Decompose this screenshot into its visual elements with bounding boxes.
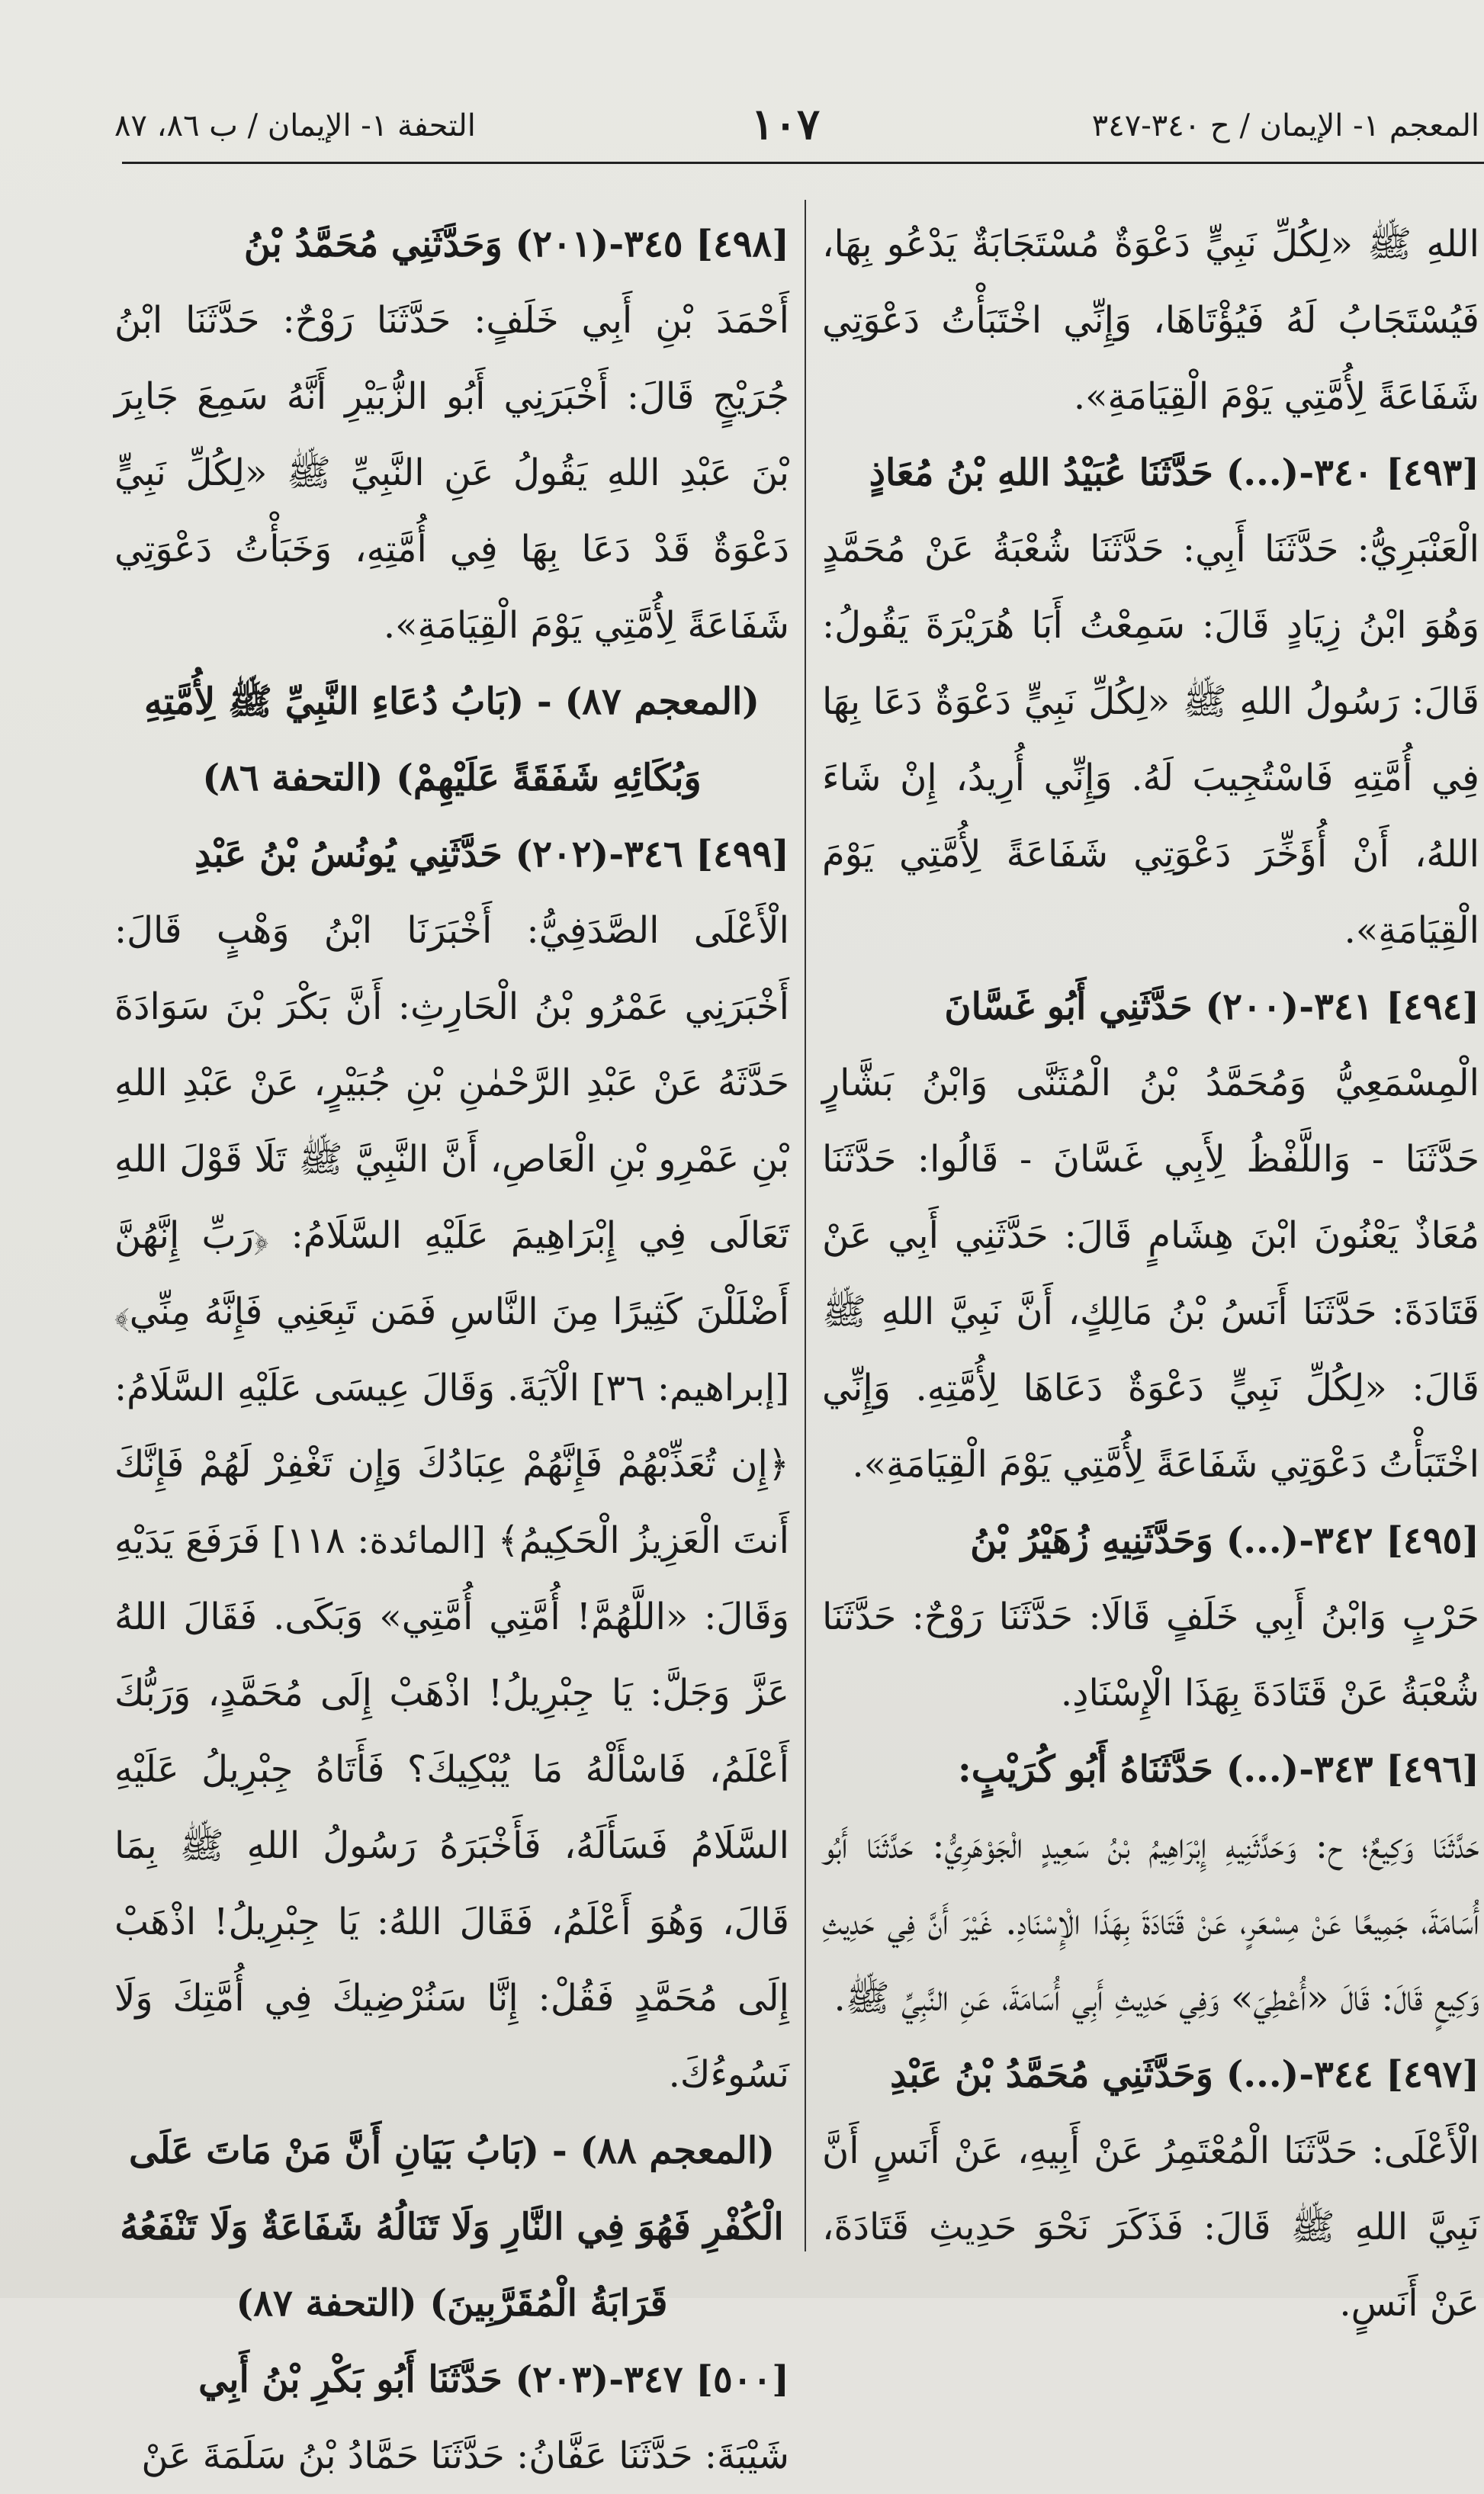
hadith-heading-347: [٥٠٠] ٣٤٧-(٢٠٣) حَدَّثَنَا أَبُو بَكْرِ بْنُ أَبِي xyxy=(198,2358,789,2401)
hadith-text-347: شَيْبَةَ: حَدَّثَنَا عَفَّانُ: حَدَّثَنَا حَمَّادُ بْنُ سَلَمَةَ عَنْ xyxy=(141,2435,789,2477)
right-column xyxy=(822,206,1479,2341)
hadith-heading-343: [٤٩٦] ٣٤٣-(...) حَدَّثَنَاهُ أَبُو كُرَيْبٍ: xyxy=(958,1748,1479,1791)
running-header xyxy=(92,99,1479,160)
left-column xyxy=(114,206,789,2494)
header-right-ref: المعجم ١- الإيمان / ح ٣٤٠-٣٤٧ xyxy=(1091,108,1479,143)
header-divider xyxy=(122,162,1484,164)
chapter-heading-88-cont: الْكُفْرِ فَهُوَ فِي النَّارِ وَلَا تَنَالُهُ شَفَاعَةٌ وَلَا تَنْفَعُهُ xyxy=(120,2206,784,2248)
header-left-ref: التحفة ١- الإيمان / ب ٨٦، ٨٧ xyxy=(114,108,476,143)
hadith-text-345: أَحْمَدَ بْنِ أَبِي خَلَفٍ: حَدَّثَنَا رَوْحٌ: حَدَّثَنَا ابْنُ جُرَيْجٍ قَالَ: أَخْبَرَنِي أَبُو الزُّبَيْرِ أَنَّهُ سَمِعَ جَابِرَ بْنَ عَبْدِ اللهِ يَقُولُ عَنِ النَّبِيِّ ﷺ «لِكُلِّ نَبِيٍّ دَعْوَةٌ قَدْ دَعَا بِهَا فِي أُمَّتِهِ، وَخَبَأْتُ دَعْوَتِي شَفَاعَةً لِأُمَّتِي يَوْمَ الْقِيَامَةِ». xyxy=(114,299,789,647)
hadith-text-346: الْأَعْلَى الصَّدَفِيُّ: أَخْبَرَنَا ابْنُ وَهْبٍ قَالَ: أَخْبَرَنِي عَمْرُو بْنُ الْحَارِثِ: أَنَّ بَكْرَ بْنَ سَوَادَةَ حَدَّثَهُ عَنْ عَبْدِ الرَّحْمٰنِ بْنِ جُبَيْرٍ، عَنْ عَبْدِ اللهِ بْنِ عَمْرِو بْنِ الْعَاصِ، أَنَّ النَّبِيَّ ﷺ تَلَا قَوْلَ اللهِ تَعَالَى فِي إِبْرَاهِيمَ عَلَيْهِ السَّلَامُ: ﴿رَبِّ إِنَّهُنَّ أَضْلَلْنَ كَثِيرًا مِنَ النَّاسِ فَمَن تَبِعَنِي فَإِنَّهُ مِنِّي﴾ [إبراهيم: ٣٦] الْآيَةَ. وَقَالَ عِيسَى عَلَيْهِ السَّلَامُ: ﴿إِن تُعَذِّبْهُمْ فَإِنَّهُمْ عِبَادُكَ وَإِن تَغْفِرْ لَهُمْ فَإِنَّكَ أَنتَ الْعَزِيزُ الْحَكِيمُ﴾ [المائدة: ١١٨] فَرَفَعَ يَدَيْهِ وَقَالَ: «اللَّهُمَّ! أُمَّتِي أُمَّتِي» وَبَكَى. فَقَالَ اللهُ عَزَّ وَجَلَّ: يَا جِبْرِيلُ! اذْهَبْ إِلَى مُحَمَّدٍ، وَرَبُّكَ أَعْلَمُ، فَاسْأَلْهُ مَا يُبْكِيكَ؟ فَأَتَاهُ جِبْرِيلُ عَلَيْهِ السَّلَامُ فَسَأَلَهُ، فَأَخْبَرَهُ رَسُولُ اللهِ ﷺ بِمَا قَالَ، وَهُوَ أَعْلَمُ، فَقَالَ اللهُ: يَا جِبْرِيلُ! اذْهَبْ إِلَى مُحَمَّدٍ فَقُلْ: إِنَّا سَنُرْضِيكَ فِي أُمَّتِكَ وَلَا نَسُوءُكَ. xyxy=(114,909,789,2096)
hadith-heading-344: [٤٩٧] ٣٤٤-(...) وَحَدَّثَنِي مُحَمَّدُ بْنُ عَبْدِ xyxy=(890,2053,1479,2096)
hadith-heading-340: [٤٩٣] ٣٤٠-(...) حَدَّثَنَا عُبَيْدُ اللهِ بْنُ مُعَاذٍ xyxy=(869,452,1479,494)
chapter-heading-88: (المعجم ٨٨) - (بَابُ بَيَانِ أَنَّ مَنْ مَاتَ عَلَى xyxy=(129,2129,775,2172)
hadith-text-344: الْأَعْلَى: حَدَّثَنَا الْمُعْتَمِرُ عَنْ أَبِيهِ، عَنْ أَنَسٍ أَنَّ نَبِيَّ اللهِ ﷺ قَالَ: فَذَكَرَ نَحْوَ حَدِيثِ قَتَادَةَ، عَنْ أَنَسٍ. xyxy=(822,2129,1479,2325)
hadith-heading-341: [٤٩٤] ٣٤١-(٢٠٠) حَدَّثَنِي أَبُو غَسَّانَ xyxy=(944,985,1479,1028)
chapter-heading-87: (المعجم ٨٧) - (بَابُ دُعَاءِ النَّبِيِّ ﷺ لِأُمَّتِهِ xyxy=(144,680,760,723)
hadith-heading-342: [٤٩٥] ٣٤٢-(...) وَحَدَّثَنِيهِ زُهَيْرُ بْنُ xyxy=(970,1519,1479,1562)
hadith-text-340: الْعَنْبَرِيُّ: حَدَّثَنَا أَبِي: حَدَّثَنَا شُعْبَةُ عَنْ مُحَمَّدٍ وَهُوَ ابْنُ زِيَادٍ قَالَ: سَمِعْتُ أَبَا هُرَيْرَةَ يَقُولُ: قَالَ: رَسُولُ اللهِ ﷺ «لِكُلِّ نَبِيٍّ دَعْوَةٌ دَعَا بِهَا فِي أُمَّتِهِ فَاسْتُجِيبَ لَهُ. وَإِنِّي أُرِيدُ، إِنْ شَاءَ اللهُ، أَنْ أُؤَخِّرَ دَعْوَتِي شَفَاعَةً لِأُمَّتِي يَوْمَ الْقِيَامَةِ». xyxy=(822,528,1479,952)
hadith-text: اللهِ ﷺ «لِكُلِّ نَبِيٍّ دَعْوَةٌ مُسْتَجَابَةٌ يَدْعُو بِهَا، فَيُسْتَجَابُ لَهُ فَيُؤْتَاهَا، وَإِنِّي اخْتَبَأْتُ دَعْوَتِي شَفَاعَةً لِأُمَّتِي يَوْمَ الْقِيَامَةِ». xyxy=(822,223,1479,418)
chapter-heading-88-end: قَرَابَةُ الْمُقَرَّبِينَ) (التحفة ٨٧) xyxy=(236,2282,668,2325)
hadith-text-341: الْمِسْمَعِيُّ وَمُحَمَّدُ بْنُ الْمُثَنَّى وَابْنُ بَشَّارٍ حَدَّثَنَا - وَاللَّفْظُ لِأَبِي غَسَّانَ - قَالُوا: حَدَّثَنَا مُعَاذٌ يَعْنُونَ ابْنَ هِشَامٍ قَالَ: حَدَّثَنِي أَبِي عَنْ قَتَادَةَ: حَدَّثَنَا أَنَسُ بْنُ مَالِكٍ، أَنَّ نَبِيَّ اللهِ ﷺ قَالَ: «لِكُلِّ نَبِيٍّ دَعْوَةٌ دَعَاهَا لِأُمَّتِهِ. وَإِنِّي اخْتَبَأْتُ دَعْوَتِي شَفَاعَةً لِأُمَّتِي يَوْمَ الْقِيَامَةِ». xyxy=(822,1062,1479,1486)
chapter-heading-87-cont: وَبُكَائِهِ شَفَقَةً عَلَيْهِمْ) (التحفة ٨٦) xyxy=(202,757,702,799)
page-number: ١٠٧ xyxy=(750,99,821,149)
hadith-text-343: حَدَّثَنَا وَكِيعٌ؛ ح: وَحَدَّثَنِيهِ إِبْرَاهِيمُ بْنُ سَعِيدٍ الْجَوْهَرِيُّ: حَدَّثَنَا أَبُو أُسَامَةَ، جَمِيعًا عَنْ مِسْعَرٍ، عَنْ قَتَادَةَ بِهَذَا الْإِسْنَادِ. غَيْرَ أَنَّ فِي حَدِيثِ وَكِيعٍ قَالَ: قَالَ «أُعْطِيَ» وَفِي حَدِيثِ أَبِي أُسَامَةَ، عَنِ النَّبِيِّ ﷺ. xyxy=(822,1824,1479,2020)
column-divider xyxy=(805,200,806,2251)
hadith-heading-345: [٤٩٨] ٣٤٥-(٢٠١) وَحَدَّثَنِي مُحَمَّدُ بْنُ xyxy=(243,223,789,265)
hadith-heading-346: [٤٩٩] ٣٤٦-(٢٠٢) حَدَّثَنِي يُونُسُ بْنُ عَبْدِ xyxy=(194,833,789,876)
hadith-text-342: حَرْبٍ وَابْنُ أَبِي خَلَفٍ قَالَا: حَدَّثَنَا رَوْحٌ: حَدَّثَنَا شُعْبَةُ عَنْ قَتَادَةَ بِهَذَا الْإِسْنَادِ. xyxy=(822,1596,1479,1715)
